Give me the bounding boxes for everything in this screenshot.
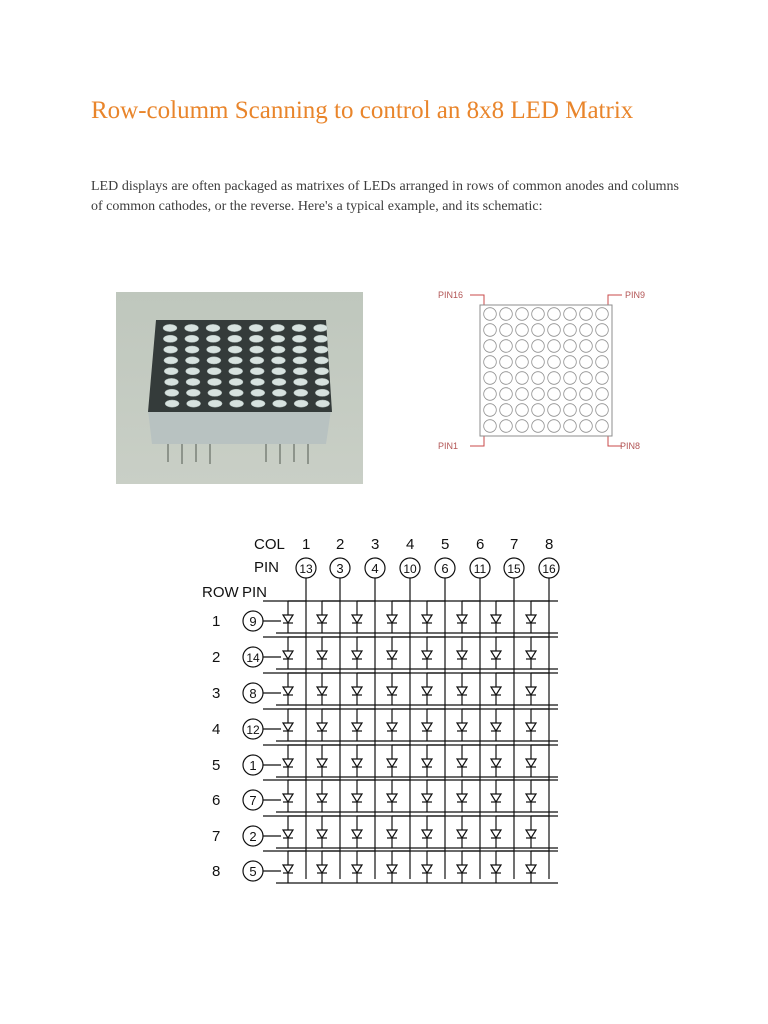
col-label: COL xyxy=(254,536,285,553)
matrix-led-circle xyxy=(500,388,513,401)
photo-led-dot xyxy=(293,368,307,375)
matrix-led-circle xyxy=(532,404,545,417)
photo-led-dot xyxy=(250,346,264,353)
photo-led-dot xyxy=(251,389,265,396)
matrix-led-circle xyxy=(532,420,545,433)
photo-led-dot xyxy=(294,378,308,385)
led-diode xyxy=(526,745,549,777)
column-number: 3 xyxy=(371,536,380,553)
led-diode xyxy=(352,816,375,848)
photo-led-dot xyxy=(165,378,179,385)
photo-led-dot xyxy=(250,368,264,375)
matrix-led-circle xyxy=(564,308,577,321)
matrix-led-circle xyxy=(484,308,497,321)
column-pin-number: 10 xyxy=(403,562,417,576)
led-diode xyxy=(317,816,340,848)
matrix-led-circle xyxy=(596,308,609,321)
matrix-led-circle xyxy=(484,356,497,369)
photo-led-dot xyxy=(292,324,306,331)
matrix-led-circle xyxy=(548,420,561,433)
matrix-led-circle xyxy=(548,404,561,417)
row-number: 7 xyxy=(212,828,221,845)
matrix-led-circle xyxy=(580,356,593,369)
photo-led-dot xyxy=(185,335,199,342)
pin-layout-diagram xyxy=(436,283,656,458)
led-diode xyxy=(457,745,480,777)
matrix-led-circle xyxy=(516,420,529,433)
photo-led-dot xyxy=(206,335,220,342)
pin1-label: PIN1 xyxy=(438,441,459,451)
photo-led-dot xyxy=(164,357,178,364)
photo-led-dot xyxy=(208,389,222,396)
led-diode xyxy=(457,816,480,848)
photo-led-dot xyxy=(163,335,177,342)
photo-led-dot xyxy=(292,335,306,342)
matrix-led-circle xyxy=(516,308,529,321)
led-diode xyxy=(387,851,410,883)
photo-led-dot xyxy=(187,400,201,407)
row-number: 6 xyxy=(212,792,221,809)
photo-led-dot xyxy=(315,389,329,396)
matrix-led-circle xyxy=(596,388,609,401)
photo-led-dot xyxy=(314,324,328,331)
photo-led-dot xyxy=(271,324,285,331)
photo-led-dot xyxy=(251,378,265,385)
photo-led-dot xyxy=(293,357,307,364)
photo-led-dot xyxy=(186,378,200,385)
led-diode xyxy=(422,745,445,777)
matrix-led-circle xyxy=(580,308,593,321)
led-diode xyxy=(457,637,480,669)
pin9-label: PIN9 xyxy=(625,290,646,300)
led-diode xyxy=(491,780,514,812)
matrix-led-circle xyxy=(532,388,545,401)
led-diode xyxy=(491,637,514,669)
led-matrix-photo xyxy=(116,292,363,484)
matrix-led-circle xyxy=(500,356,513,369)
photo-led-dot xyxy=(249,335,263,342)
column-pin-number: 13 xyxy=(299,562,313,576)
led-diode xyxy=(283,851,306,883)
led-diode xyxy=(387,780,410,812)
matrix-led-circle xyxy=(516,340,529,353)
matrix-led-circle xyxy=(548,340,561,353)
column-number: 2 xyxy=(336,536,345,553)
led-diode xyxy=(283,745,306,777)
matrix-led-circle xyxy=(596,404,609,417)
led-diode xyxy=(387,816,410,848)
led-diode xyxy=(526,780,549,812)
photo-led-dot xyxy=(314,357,328,364)
column-number: 6 xyxy=(476,536,485,553)
photo-led-dot xyxy=(207,368,221,375)
matrix-led-circle xyxy=(532,324,545,337)
led-diode xyxy=(283,601,306,633)
led-diode xyxy=(352,851,375,883)
led-diode xyxy=(283,637,306,669)
photo-led-dot xyxy=(228,324,242,331)
column-pin-number: 6 xyxy=(441,561,449,576)
matrix-led-circle xyxy=(564,340,577,353)
matrix-led-circle xyxy=(596,340,609,353)
matrix-led-circle xyxy=(580,420,593,433)
matrix-led-circle xyxy=(548,372,561,385)
pin-diagram-circles xyxy=(484,308,609,433)
led-diode xyxy=(387,709,410,741)
led-diode xyxy=(526,673,549,705)
matrix-led-circle xyxy=(500,420,513,433)
matrix-led-circle xyxy=(516,356,529,369)
matrix-led-circle xyxy=(596,372,609,385)
led-diode xyxy=(457,601,480,633)
row-number: 2 xyxy=(212,649,221,666)
led-diode xyxy=(317,709,340,741)
led-diode xyxy=(491,745,514,777)
led-diode xyxy=(422,601,445,633)
photo-led-dot xyxy=(165,400,179,407)
matrix-led-circle xyxy=(548,308,561,321)
led-diode xyxy=(422,673,445,705)
led-diode xyxy=(387,745,410,777)
col-pin-label: PIN xyxy=(254,559,280,576)
matrix-led-circle xyxy=(484,340,497,353)
row-number: 5 xyxy=(212,757,221,774)
photo-led-dot xyxy=(314,346,328,353)
row-pin-label: PIN xyxy=(242,584,268,601)
led-diode xyxy=(317,851,340,883)
photo-led-dot xyxy=(272,368,286,375)
photo-led-dot xyxy=(229,378,243,385)
led-diode xyxy=(491,709,514,741)
photo-led-dot xyxy=(208,400,222,407)
matrix-led-circle xyxy=(516,388,529,401)
photo-led-dot xyxy=(185,346,199,353)
led-diode xyxy=(317,673,340,705)
photo-led-dot xyxy=(251,400,265,407)
led-diode xyxy=(387,637,410,669)
matrix-led-circle xyxy=(548,324,561,337)
matrix-led-circle xyxy=(580,340,593,353)
led-diode xyxy=(526,816,549,848)
photo-led-dot xyxy=(229,389,243,396)
led-diode xyxy=(283,780,306,812)
column-pin-number: 3 xyxy=(336,561,344,576)
matrix-led-circle xyxy=(564,404,577,417)
led-diode xyxy=(352,601,375,633)
column-number: 5 xyxy=(441,536,450,553)
led-diode xyxy=(283,709,306,741)
matrix-led-circle xyxy=(564,388,577,401)
row-pin-number: 14 xyxy=(246,651,260,665)
photo-led-dot xyxy=(315,378,329,385)
led-diode xyxy=(457,673,480,705)
led-diode xyxy=(526,851,549,883)
pin8-label: PIN8 xyxy=(620,441,641,451)
photo-led-dot xyxy=(163,324,177,331)
photo-led-dot xyxy=(186,368,200,375)
led-diode xyxy=(422,816,445,848)
matrix-led-circle xyxy=(516,372,529,385)
matrix-led-circle xyxy=(484,324,497,337)
photo-led-dot xyxy=(272,389,286,396)
photo-led-dot xyxy=(294,400,308,407)
led-diode xyxy=(352,745,375,777)
row-number: 3 xyxy=(212,685,221,702)
led-diode xyxy=(457,780,480,812)
row-label: ROW xyxy=(202,584,239,601)
column-number: 8 xyxy=(545,536,554,553)
matrix-led-circle xyxy=(500,372,513,385)
led-diode xyxy=(283,673,306,705)
matrix-led-circle xyxy=(484,420,497,433)
row-pin-number: 1 xyxy=(249,758,257,773)
led-diode xyxy=(491,816,514,848)
matrix-led-circle xyxy=(548,388,561,401)
row-pin-number: 9 xyxy=(249,614,257,629)
led-diode xyxy=(387,673,410,705)
led-diode xyxy=(457,851,480,883)
led-diode xyxy=(317,780,340,812)
matrix-led-circle xyxy=(500,340,513,353)
led-diode xyxy=(317,637,340,669)
row-number: 8 xyxy=(212,863,221,880)
column-headers xyxy=(296,536,559,578)
photo-led-dot xyxy=(228,346,242,353)
matrix-led-circle xyxy=(484,388,497,401)
row-number: 1 xyxy=(212,613,221,630)
matrix-led-circle xyxy=(564,372,577,385)
led-diode xyxy=(526,601,549,633)
led-diode xyxy=(422,851,445,883)
led-diode xyxy=(352,673,375,705)
matrix-led-circle xyxy=(516,404,529,417)
pin16-label: PIN16 xyxy=(438,290,464,300)
photo-led-dot xyxy=(272,378,286,385)
matrix-led-circle xyxy=(564,420,577,433)
matrix-led-circle xyxy=(484,404,497,417)
matrix-led-circle xyxy=(596,420,609,433)
column-number: 7 xyxy=(510,536,519,553)
matrix-led-circle xyxy=(500,404,513,417)
photo-led-dot xyxy=(165,389,179,396)
column-pin-number: 16 xyxy=(542,562,556,576)
row-pin-number: 8 xyxy=(249,686,257,701)
row-pin-number: 5 xyxy=(249,864,257,879)
intro-paragraph: LED displays are often packaged as matrixes of LEDs arranged in rows of common anodes and columns of common cathodes, or the reverse. Here's a typical example, and its schematic: xyxy=(91,179,679,214)
column-pin-number: 4 xyxy=(371,561,379,576)
led-diode xyxy=(352,637,375,669)
matrix-led-circle xyxy=(596,324,609,337)
photo-led-dot xyxy=(230,400,244,407)
led-diode xyxy=(491,601,514,633)
led-diode xyxy=(317,601,340,633)
photo-led-dot xyxy=(228,335,242,342)
photo-led-dot xyxy=(228,357,242,364)
photo-led-dot xyxy=(229,368,243,375)
photo-led-dot xyxy=(207,346,221,353)
photo-led-dot xyxy=(293,346,307,353)
matrix-led-circle xyxy=(564,324,577,337)
column-number: 1 xyxy=(302,536,311,553)
row-headers xyxy=(212,611,263,881)
photo-led-dot xyxy=(250,357,264,364)
column-pin-number: 11 xyxy=(473,562,487,576)
matrix-led-circle xyxy=(532,308,545,321)
matrix-led-circle xyxy=(564,356,577,369)
row-pin-number: 2 xyxy=(249,829,257,844)
photo-led-dot xyxy=(271,357,285,364)
led-diode xyxy=(387,601,410,633)
led-diode xyxy=(422,637,445,669)
page-title: Row-columm Scanning to control an 8x8 LED Matrix xyxy=(91,97,634,124)
led-diode xyxy=(352,709,375,741)
row-number: 4 xyxy=(212,721,221,738)
photo-led-dot xyxy=(185,357,199,364)
matrix-led-circle xyxy=(596,356,609,369)
led-diode xyxy=(317,745,340,777)
matrix-led-circle xyxy=(580,388,593,401)
photo-led-dot xyxy=(294,389,308,396)
led-diode xyxy=(283,816,306,848)
matrix-led-circle xyxy=(484,372,497,385)
matrix-led-circle xyxy=(500,308,513,321)
matrix-led-circle xyxy=(500,324,513,337)
matrix-led-circle xyxy=(580,404,593,417)
led-diode xyxy=(422,709,445,741)
photo-led-dot xyxy=(249,324,263,331)
photo-led-dot xyxy=(271,346,285,353)
led-diode xyxy=(491,851,514,883)
led-diode xyxy=(491,673,514,705)
photo-led-dot xyxy=(315,368,329,375)
led-diode xyxy=(457,709,480,741)
matrix-led-circle xyxy=(548,356,561,369)
matrix-led-circle xyxy=(532,372,545,385)
photo-led-dot xyxy=(206,324,220,331)
photo-led-dot xyxy=(164,346,178,353)
matrix-led-circle xyxy=(516,324,529,337)
matrix-led-circle xyxy=(580,324,593,337)
photo-led-dot xyxy=(271,335,285,342)
led-diode xyxy=(526,709,549,741)
photo-led-dot xyxy=(316,400,330,407)
photo-led-dot xyxy=(185,324,199,331)
photo-led-dot xyxy=(207,357,221,364)
photo-led-dot xyxy=(273,400,287,407)
row-pin-number: 7 xyxy=(249,793,257,808)
row-pin-number: 12 xyxy=(246,723,260,737)
matrix-led-circle xyxy=(580,372,593,385)
matrix-led-circle xyxy=(532,340,545,353)
led-diode xyxy=(422,780,445,812)
matrix-led-circle xyxy=(532,356,545,369)
schematic-wires xyxy=(263,578,558,883)
photo-led-dot xyxy=(164,368,178,375)
column-pin-number: 15 xyxy=(507,562,521,576)
led-diode xyxy=(352,780,375,812)
photo-led-dot xyxy=(208,378,222,385)
photo-led-dot xyxy=(186,389,200,396)
led-diode xyxy=(526,637,549,669)
column-number: 4 xyxy=(406,536,415,553)
photo-led-dot xyxy=(314,335,328,342)
row-column-schematic xyxy=(196,530,568,888)
